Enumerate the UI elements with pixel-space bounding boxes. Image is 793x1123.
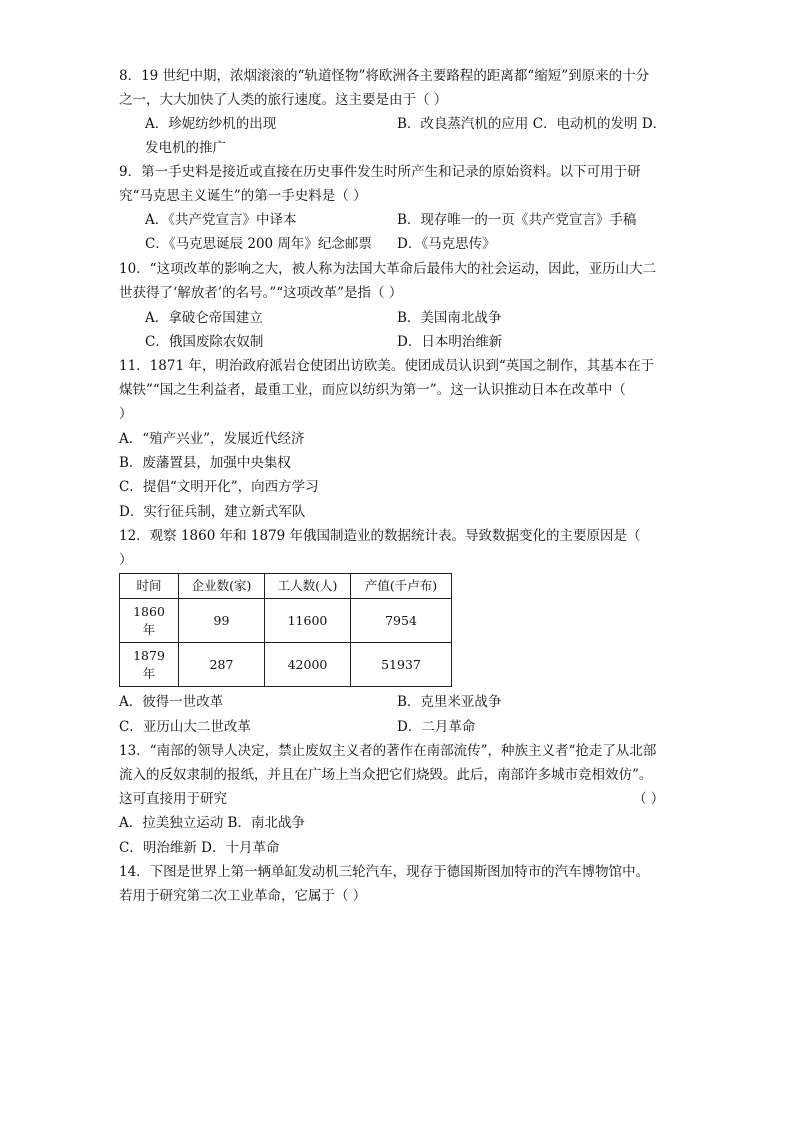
q10-option-d: D．日本明治维新: [397, 334, 503, 350]
q13-stem-line3: 这可直接用于研究: [119, 791, 227, 807]
q10-option-c: C．俄国废除农奴制: [145, 334, 264, 350]
q11-stem-line2: 煤铁”“国之生利益者，最重工业，而应以纺织为第一”。这一认识推动日本在改革中（: [119, 382, 626, 398]
q14-stem-line2: 若用于研究第二次工业革命，它属于（ ）: [119, 888, 367, 904]
q12-option-b: B．克里米亚战争: [397, 694, 502, 710]
header-time: 时间: [120, 574, 179, 599]
q11-option-d: D．实行征兵制，建立新式军队: [119, 504, 306, 520]
q13-options-cd: C．明治维新 D．十月革命: [119, 840, 280, 856]
q8-stem-line2: 之一，大大加快了人类的旅行速度。这主要是由于（ ）: [119, 92, 448, 108]
q9-option-c: C．《马克思诞辰 200 周年》纪念邮票: [145, 236, 372, 252]
q9-option-a: A．《共产党宣言》中译本: [145, 212, 297, 228]
q13-stem-line1: 13．“南部的领导人决定，禁止废奴主义者的著作在南部流传”，种族主义者“抢走了从北部: [119, 743, 657, 759]
q11-option-c: C．提倡“文明开化”，向西方学习: [119, 479, 319, 495]
row-year-line2: 年: [142, 621, 156, 637]
row-workers: 42000: [265, 643, 351, 687]
row-year-line2: 年: [142, 665, 156, 681]
header-workers: 工人数(人): [265, 574, 351, 599]
row-output: 51937: [351, 643, 452, 687]
q11-option-a: A．“殖产兴业”，发展近代经济: [119, 431, 305, 447]
row-year: [120, 643, 179, 687]
header-output: 产值(千卢布): [351, 574, 452, 599]
header-firms: 企业数(家): [179, 574, 265, 599]
q13-options-ab: A．拉美独立运动 B．南北战争: [119, 815, 305, 831]
q11-stem-line3: ）: [119, 406, 133, 422]
row-year-line1: 1879: [133, 647, 165, 663]
q10-option-b: B．美国南北战争: [397, 310, 502, 326]
q12-option-a: A．彼得一世改革: [119, 694, 224, 710]
q9-stem-line2: 究“马克思主义诞生”的第一手史料是（ ）: [119, 188, 367, 204]
q8-option-d-cont: 发电机的推广: [145, 140, 226, 156]
q8-stem-line1: 8．19 世纪中期，浓烟滚滚的“轨道怪物”将欧洲各主要路程的距离都“缩短”到原来的十分: [119, 68, 650, 84]
table-row: [120, 643, 452, 687]
q10-stem-line2: 世获得了‘解放者’的名号。”“这项改革”是指（ ）: [119, 285, 403, 301]
q13-stem-line2: 流入的反奴隶制的报纸，并且在广场上当众把它们烧毁。此后，南部许多城市竞相效仿”。: [119, 767, 653, 783]
q13-answer-blank: （ ）: [633, 791, 665, 807]
q10-option-a: A．拿破仑帝国建立: [145, 310, 263, 326]
q8-option-a: A．珍妮纺纱机的出现: [145, 116, 277, 132]
table-row: [120, 599, 452, 643]
row-firms: 287: [179, 643, 265, 687]
row-year-line1: 1860: [133, 603, 165, 619]
row-firms: 99: [179, 599, 265, 643]
russia-manufacturing-table: [119, 573, 452, 687]
q10-stem-line1: 10．“这项改革的影响之大，被人称为法国大革命后最伟大的社会运动，因此，亚历山大二: [119, 261, 657, 277]
row-output: 7954: [351, 599, 452, 643]
q9-stem-line1: 9．第一手史料是接近或直接在历史事件发生时所产生和记录的原始资料。以下可用于研: [119, 164, 641, 180]
q11-stem-line1: 11．1871 年，明治政府派岩仓使团出访欧美。使团成员认识到“英国之制作，其基本在于: [119, 358, 655, 374]
q9-option-b: B．现存唯一的一页《共产党宣言》手稿: [397, 212, 637, 228]
q14-stem-line1: 14．下图是世界上第一辆单缸发动机三轮汽车，现存于德国斯图加特市的汽车博物馆中。: [119, 864, 650, 880]
q11-option-b: B．废藩置县，加强中央集权: [119, 455, 291, 471]
q8-option-bcd: B．改良蒸汽机的应用 C．电动机的发明 D．: [397, 116, 667, 132]
q12-stem-line1: 12．观察 1860 年和 1879 年俄国制造业的数据统计表。导致数据变化的主要原因是（: [119, 528, 641, 544]
table-header-row: [120, 574, 452, 599]
row-year: [120, 599, 179, 643]
q12-option-d: D．二月革命: [397, 719, 476, 735]
row-workers: 11600: [265, 599, 351, 643]
q12-stem-line2: ）: [119, 552, 133, 568]
q12-option-c: C．亚历山大二世改革: [119, 719, 251, 735]
q9-option-d: D．《马克思传》: [397, 236, 496, 252]
